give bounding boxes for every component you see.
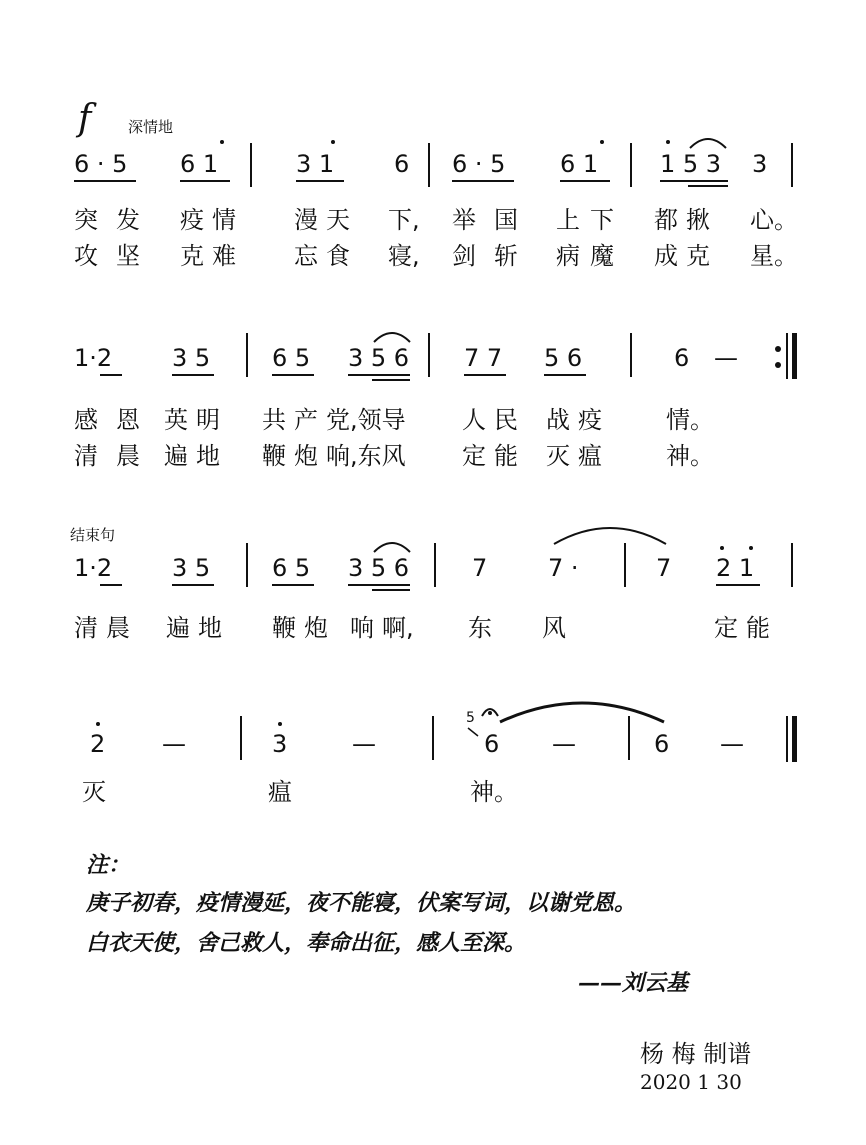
lyric: 天 [326,206,350,234]
lyric: 寝, [388,242,420,270]
tie-arc [552,522,668,546]
underline [348,374,410,376]
lyric: 共 [262,406,286,434]
lyric: 人 [462,406,486,434]
ending-label: 结束句 [70,526,116,544]
note-group: 6 5 [272,344,311,372]
lyric: 下, [388,206,420,234]
underline [172,374,214,376]
octave-dot [220,140,224,144]
note-group: 6 [654,730,670,758]
annotation-label: 注： [86,852,131,878]
lyric: 英 [164,406,188,434]
lyric: 灭 [546,442,570,470]
lyric: 坚 [116,242,140,270]
slur-arc [372,540,412,554]
lyric: 炮 [304,614,328,642]
lyric: 克 [180,242,204,270]
lyric: 地 [196,442,220,470]
note-group: 1·2 [74,344,113,372]
lyric: 感 [74,406,98,434]
lyric: 心。 [750,206,798,234]
octave-dot [600,140,604,144]
note-group: 5 6 [544,344,583,372]
lyric: 情。 [666,406,714,434]
bar-line [628,716,630,760]
lyric: 国 [494,206,518,234]
dynamic-marking: f [78,98,92,139]
lyric: 清 [74,442,98,470]
underline [272,584,314,586]
octave-dot [666,140,670,144]
note-group: 3 5 [172,554,211,582]
lyric: 东 [468,614,492,642]
bar-line [246,543,248,587]
note-group: 3 [752,150,768,178]
octave-dot [720,546,724,550]
lyric: 漫 [294,206,318,234]
note-group: 6 [394,150,410,178]
underline [100,374,122,376]
lyric: 炮 [294,442,318,470]
lyric: 灭 [82,778,106,806]
lyric: 明 [196,406,220,434]
bar-line [624,543,626,587]
underline [296,180,344,182]
lyric: 揪 [686,206,710,234]
lyric: 战 [546,406,570,434]
note-group: 3 [272,730,288,758]
note-group: 7 [656,554,672,582]
note-group: 1 5 3 [660,150,722,178]
note-group: 3 5 6 [348,554,410,582]
slur-arc [688,136,728,150]
underline [74,180,136,182]
note-group: 6 · 5 [452,150,506,178]
lyric: 瘟 [268,778,292,806]
note-group: 3 1 [296,150,335,178]
bar-line [240,716,242,760]
note-group: 6 [674,344,690,372]
expression-marking: 深情地 [128,118,174,136]
lyric: 党,领导 [326,406,406,434]
note-group: 3 5 6 [348,344,410,372]
lyric: 晨 [106,614,130,642]
lyric: 食 [326,242,350,270]
octave-dot [96,722,100,726]
author-signature: ——刘云基 [578,970,689,996]
lyric: 突 [74,206,98,234]
bar-line [791,143,793,187]
note-dash: — [552,730,576,758]
underline [372,589,410,591]
underline [688,185,728,187]
lyric: 上 [556,206,580,234]
final-bar-thin [786,716,788,762]
lyric: 民 [494,406,518,434]
lyric: 神。 [470,778,518,806]
bar-line [432,716,434,760]
bar-line [246,333,248,377]
note-group: 3 5 [172,344,211,372]
final-bar-thick [792,716,797,762]
bar-line [250,143,252,187]
lyric: 举 [452,206,476,234]
repeat-dot [775,346,781,352]
lyric: 定 [462,442,486,470]
underline [372,379,410,381]
fermata-icon [480,704,500,718]
underline [464,374,506,376]
note-group: 7 7 [464,344,503,372]
lyric: 魔 [590,242,614,270]
lyric: 遍 [164,442,188,470]
lyric: 剑 [452,242,476,270]
lyric: 遍 [166,614,190,642]
lyric: 晨 [116,442,140,470]
lyric: 瘟 [578,442,602,470]
repeat-bar-thick [792,333,797,379]
composer-credit: 杨 梅 制谱 [640,1040,752,1068]
date-credit: 2020 1 30 [640,1070,742,1094]
note-group: 2 [90,730,106,758]
lyric: 难 [212,242,236,270]
underline [100,584,122,586]
underline [560,180,610,182]
lyric: 鞭 [262,442,286,470]
lyric: 鞭 [272,614,296,642]
lyric: 啊, [382,614,414,642]
lyric: 风 [542,614,566,642]
note-group: 6 5 [272,554,311,582]
lyric: 克 [686,242,710,270]
bar-line [630,143,632,187]
octave-dot [278,722,282,726]
lyric: 能 [746,614,770,642]
underline [660,180,728,182]
lyric: 病 [556,242,580,270]
grace-slash [466,726,480,738]
lyric: 疫 [578,406,602,434]
underline [272,374,314,376]
bar-line [428,333,430,377]
lyric: 定 [714,614,738,642]
underline [544,374,586,376]
lyric: 响 [350,614,374,642]
repeat-bar-thin [786,333,788,379]
bar-line [428,143,430,187]
annotation-line: 庚子初春，疫情漫延，夜不能寝，伏案写词，以谢党恩。 [86,890,637,916]
underline [716,584,760,586]
underline [180,180,230,182]
repeat-dot [775,362,781,368]
underline [172,584,214,586]
lyric: 疫 [180,206,204,234]
annotation-line: 白衣天使，舍己救人，奉命出征，感人至深。 [86,930,527,956]
note-group: 7 [472,554,488,582]
note-group: 6 1 [180,150,219,178]
lyric: 地 [198,614,222,642]
lyric: 都 [654,206,678,234]
note-group: 7 · [548,554,579,582]
note-group: 1·2 [74,554,113,582]
note-dash: — [352,730,376,758]
note-group: 6 1 [560,150,599,178]
lyric: 成 [654,242,678,270]
lyric: 情 [212,206,236,234]
note-group: 6 [484,730,500,758]
lyric: 下 [590,206,614,234]
underline [452,180,514,182]
lyric: 清 [74,614,98,642]
lyric: 发 [116,206,140,234]
lyric: 神。 [666,442,714,470]
lyric: 响,东风 [326,442,406,470]
bar-line [630,333,632,377]
lyric: 斩 [494,242,518,270]
note-dash: — [720,730,744,758]
grace-note: 5 [466,710,475,726]
bar-line [791,543,793,587]
lyric: 产 [294,406,318,434]
note-dash: — [162,730,186,758]
lyric: 星。 [750,242,798,270]
lyric: 攻 [74,242,98,270]
octave-dot [749,546,753,550]
slur-arc [372,330,412,344]
lyric: 能 [494,442,518,470]
octave-dot [331,140,335,144]
note-group: 2 1 [716,554,755,582]
tie-arc [498,696,666,724]
note-dash: — [714,344,738,372]
lyric: 忘 [294,242,318,270]
note-group: 6 · 5 [74,150,128,178]
lyric: 恩 [116,406,140,434]
bar-line [434,543,436,587]
underline [348,584,410,586]
